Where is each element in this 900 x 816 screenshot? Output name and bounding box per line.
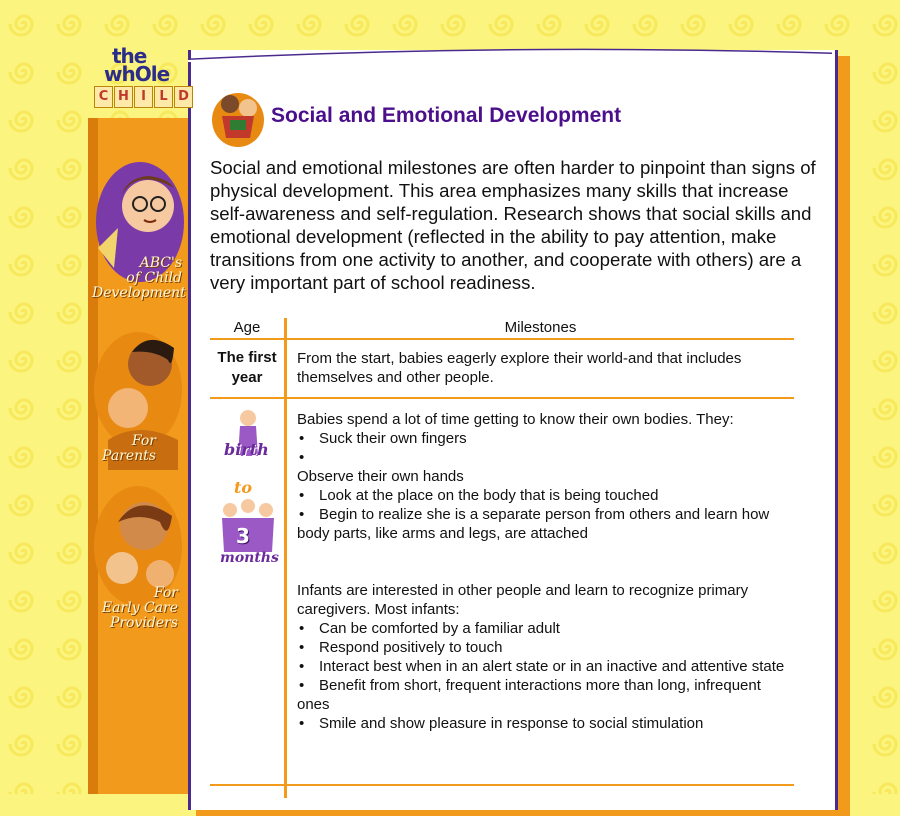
list-item: • Benefit from short, frequent interactions more than long, infrequent ones	[297, 676, 787, 714]
age-cell-birth-to-3-months	[210, 402, 284, 582]
age-label-to: to	[234, 478, 253, 497]
intro-paragraph: Social and emotional milestones are often harder to pinpoint than signs of physical development. This area emphasizes many skills that increase self-awareness and self-regulation. Research shows that social skills and emotional development (reflected in the ability to pay attention, make transitions from one activity to another, and cooperate with others) are a very important part of school readiness.	[210, 157, 816, 293]
milestone-text: From the start, babies eagerly explore their world-and that includes themselves and other people.	[297, 350, 742, 386]
logo-tile: I	[134, 86, 153, 108]
list-item: • Interact best when in an alert state or in an inactive and attentive state	[297, 657, 787, 676]
milestone-cell-first-year	[297, 349, 787, 387]
sidebar-item-abcs-of-child-development[interactable]	[88, 158, 188, 328]
content-panel-top-border	[184, 40, 836, 62]
list-item	[297, 448, 787, 467]
age-label-number: 3	[236, 524, 250, 548]
logo-tiles	[94, 86, 194, 108]
list-item: • Begin to realize she is a separate person from others and learn how body parts, like arms and legs, are attached	[297, 505, 787, 543]
sidebar-item-label: For	[131, 433, 156, 449]
list-item: • Respond positively to touch	[297, 638, 787, 657]
row-divider	[210, 784, 794, 786]
milestone-list	[297, 429, 787, 467]
logo-tile: L	[154, 86, 173, 108]
age-label-birth: birth	[224, 440, 269, 459]
list-item: • Suck their own fingers	[297, 429, 787, 448]
list-item: • Look at the place on the body that is being touched	[297, 486, 787, 505]
age-cell-first-year	[210, 348, 284, 388]
milestone-intro: Babies spend a lot of time getting to know their own bodies. They:	[297, 411, 734, 428]
header-milestones: Milestones	[504, 319, 577, 336]
logo-tile: C	[94, 86, 113, 108]
milestone-list	[297, 619, 787, 733]
logo-word-whole: whOle	[104, 62, 170, 86]
milestone-intro: Infants are interested in other people and learn to recognize primary caregivers. Most infants:	[297, 582, 749, 618]
age-label: year	[231, 369, 263, 386]
spacer	[297, 543, 787, 581]
header-divider	[210, 338, 794, 340]
logo-tile: H	[114, 86, 133, 108]
logo-word-the: the	[112, 44, 147, 68]
milestone-cell-birth-to-3-months	[297, 410, 787, 733]
sidebar-item-label: Providers	[109, 615, 178, 631]
age-label: The first	[217, 349, 277, 366]
sidebar	[88, 118, 188, 794]
sidebar-item-label: For	[153, 585, 178, 601]
milestone-list	[297, 486, 787, 543]
list-item: • Can be comforted by a familiar adult	[297, 619, 787, 638]
column-divider	[284, 318, 287, 798]
sidebar-item-label: of Child	[126, 270, 182, 286]
row-divider	[210, 397, 794, 399]
list-item: • Smile and show pleasure in response to social stimulation	[297, 714, 787, 733]
whole-child-logo[interactable]	[90, 44, 198, 120]
children-reading-icon	[210, 86, 266, 148]
milestone-line: Observe their own hands	[297, 468, 464, 485]
page-title: Social and Emotional Development	[271, 104, 622, 127]
logo-tile: D	[174, 86, 193, 108]
sidebar-item-label: Development	[92, 285, 186, 301]
age-label-months: months	[220, 550, 279, 566]
sidebar-item-label: Early Care	[101, 600, 178, 616]
header-age: Age	[233, 319, 261, 336]
sidebar-item-label: Parents	[102, 448, 156, 464]
sidebar-item-label: ABC's	[139, 255, 182, 271]
sidebar-item-for-early-care-providers[interactable]	[88, 482, 188, 652]
sidebar-item-for-parents[interactable]	[88, 330, 188, 480]
